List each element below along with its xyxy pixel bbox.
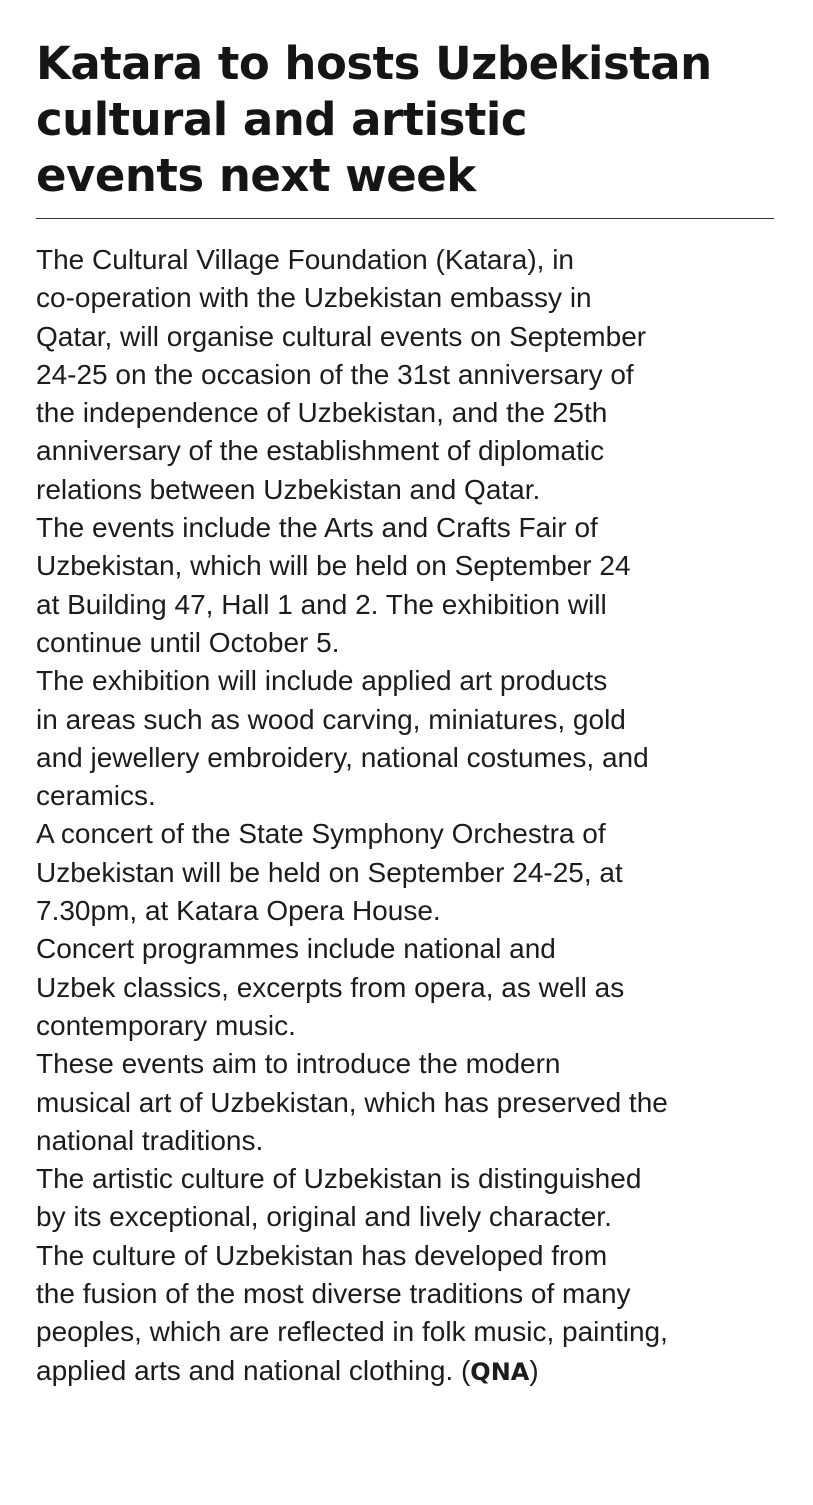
body-line: Uzbek classics, excerpts from opera, as well as [36,971,625,1003]
body-line: anniversary of the establishment of diplomatic [36,435,605,467]
body-line: and jewellery embroidery, national costumes, and [36,741,649,773]
body-line: relations between Uzbekistan and Qatar. [36,473,541,505]
body-line: at Building 47, Hall 1 and 2. The exhibition will [36,588,607,620]
headline [36,36,776,204]
article-body [36,241,776,1391]
body-line: by its exceptional, original and lively character. [36,1201,612,1233]
body-line: These events aim to introduce the modern [36,1048,561,1080]
body-line: contemporary music. [36,1009,296,1041]
body-line: the independence of Uzbekistan, and the 25th [36,397,608,429]
body-line: co-operation with the Uzbekistan embassy in [36,282,592,314]
body-line: Qatar, will organise cultural events on September [36,320,647,352]
body-line: The exhibition will include applied art products [36,665,608,697]
body-line: ceramics. [36,780,156,812]
headline-line: events next week [36,149,476,202]
body-line: The events include the Arts and Crafts Fair of [36,512,598,544]
source-credit: QNA [470,1357,530,1386]
body-line: peoples, which are reflected in folk music, painting, [36,1316,668,1348]
closing-line [36,1352,776,1391]
body-line: continue until October 5. [36,626,340,658]
body-line: in areas such as wood carving, miniatures, gold [36,703,626,735]
body-line: Concert programmes include national and [36,933,556,965]
body-line: The culture of Uzbekistan has developed from [36,1239,608,1271]
body-line: The artistic culture of Uzbekistan is distinguished [36,1163,642,1195]
closing-paren: ) [529,1354,539,1386]
body-line: Uzbekistan will be held on September 24-25, at [36,856,623,888]
body-line: musical art of Uzbekistan, which has preserved the [36,1086,668,1118]
body-line: 24-25 on the occasion of the 31st anniversary of [36,358,634,390]
article [36,36,776,1391]
closing-text: applied arts and national clothing. ( [36,1354,471,1386]
headline-line: Katara to hosts Uzbekistan [36,37,712,90]
body-line: 7.30pm, at Katara Opera House. [36,895,441,927]
headline-line: cultural and artistic [36,93,528,146]
body-line: A concert of the State Symphony Orchestra of [36,818,606,850]
headline-divider [36,218,774,219]
body-line: the fusion of the most diverse traditions of many [36,1278,631,1310]
body-line: Uzbekistan, which will be held on September 24 [36,550,631,582]
body-line: The Cultural Village Foundation (Katara), in [36,244,575,275]
body-line: national traditions. [36,1124,264,1156]
